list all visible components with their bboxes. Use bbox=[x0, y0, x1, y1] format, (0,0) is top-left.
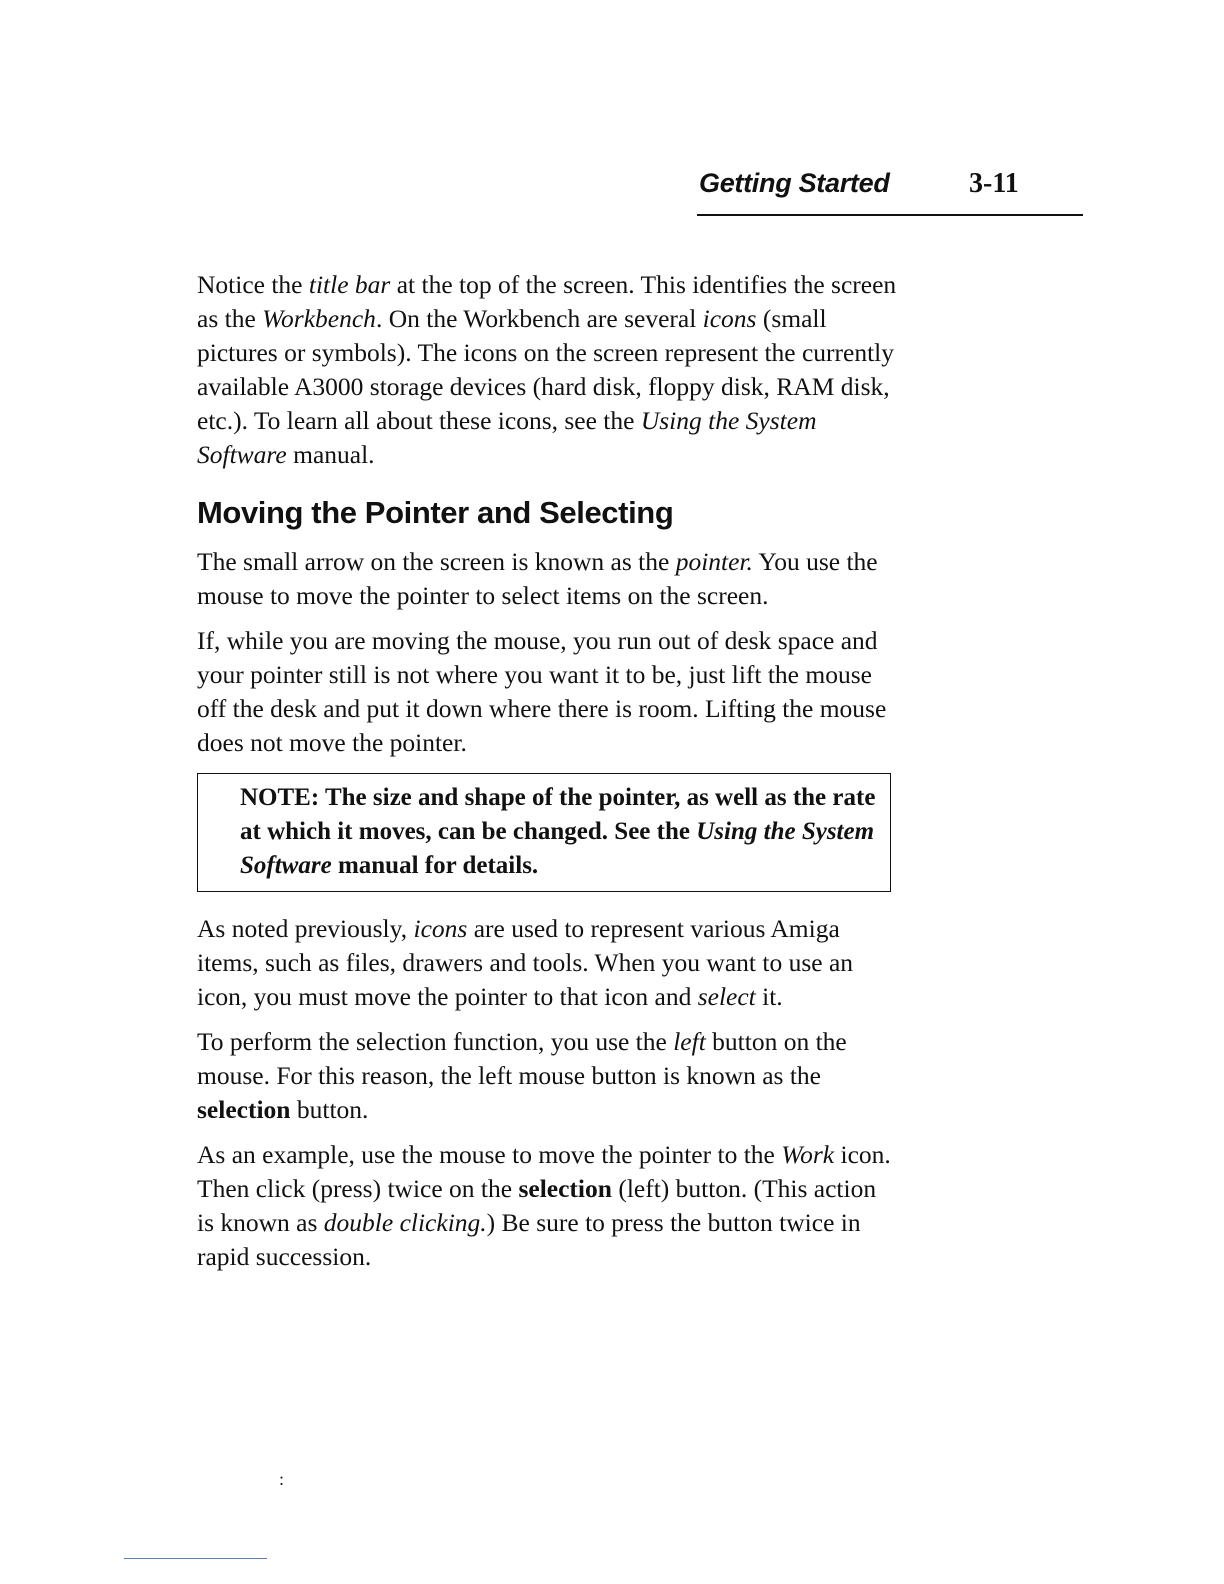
intro-paragraph: Notice the title bar at the top of the screen. This identifies the screen as the Workbench. On the Workbench are several icons (small pictures or symbols). The icons on the screen represent the currently available A3000 storage devices (hard disk, floppy disk, RAM disk, etc.). To learn all about these icons, see the Using the System Software manual. bbox=[197, 270, 897, 469]
note-manual-reference: Using the System Software bbox=[240, 818, 875, 879]
desk-space-paragraph: If, while you are moving the mouse, you run out of desk space and your pointer still is not where you want it to be, just lift the mouse off the desk and put it down where there is room. Lifting the mouse does not move the pointer. bbox=[197, 626, 887, 757]
note-box: NOTE: The size and shape of the pointer, as well as the rate at which it moves, can be changed. See the Using the System Software manual for details. bbox=[197, 773, 891, 892]
term-left: left bbox=[673, 1027, 706, 1056]
term-icons-2: icons bbox=[413, 914, 468, 943]
selection-paragraph: To perform the selection function, you use the left button on the mouse. For this reason, the left mouse button is known as the selection button. bbox=[197, 1027, 847, 1124]
section-heading: Moving the Pointer and Selecting bbox=[197, 495, 674, 530]
icons-paragraph: As noted previously, icons are used to represent various Amiga items, such as files, drawers and tools. When you want to use an icon, you must move the pointer to that icon and select it. bbox=[197, 914, 854, 1011]
manual-reference: Using the System Software bbox=[197, 406, 817, 469]
scan-speck-mark: : bbox=[279, 1469, 285, 1489]
term-selection-2: selection bbox=[518, 1174, 612, 1203]
term-pointer: pointer. bbox=[675, 547, 753, 576]
example-paragraph: As an example, use the mouse to move the pointer to the Work icon. Then click (press) twice on the selection (left) button. (This action is known as double clicking.) Be sure to press the button twice in rapid succession. bbox=[197, 1140, 891, 1271]
term-selection: selection bbox=[197, 1095, 291, 1124]
term-icons: icons bbox=[702, 304, 757, 333]
term-work: Work bbox=[781, 1140, 835, 1169]
chapter-title: Getting Started bbox=[699, 168, 890, 198]
term-title-bar: title bar bbox=[308, 270, 391, 299]
term-workbench: Workbench bbox=[262, 304, 376, 333]
running-header bbox=[697, 164, 1083, 216]
term-double-clicking: double clicking. bbox=[323, 1208, 487, 1237]
page-body bbox=[197, 268, 897, 1285]
pointer-paragraph: The small arrow on the screen is known as the pointer. You use the mouse to move the pointer to select items on the screen. bbox=[197, 547, 878, 610]
bottom-rule bbox=[124, 1558, 267, 1559]
term-select: select bbox=[697, 982, 756, 1011]
page-number: 3-11 bbox=[969, 168, 1019, 199]
